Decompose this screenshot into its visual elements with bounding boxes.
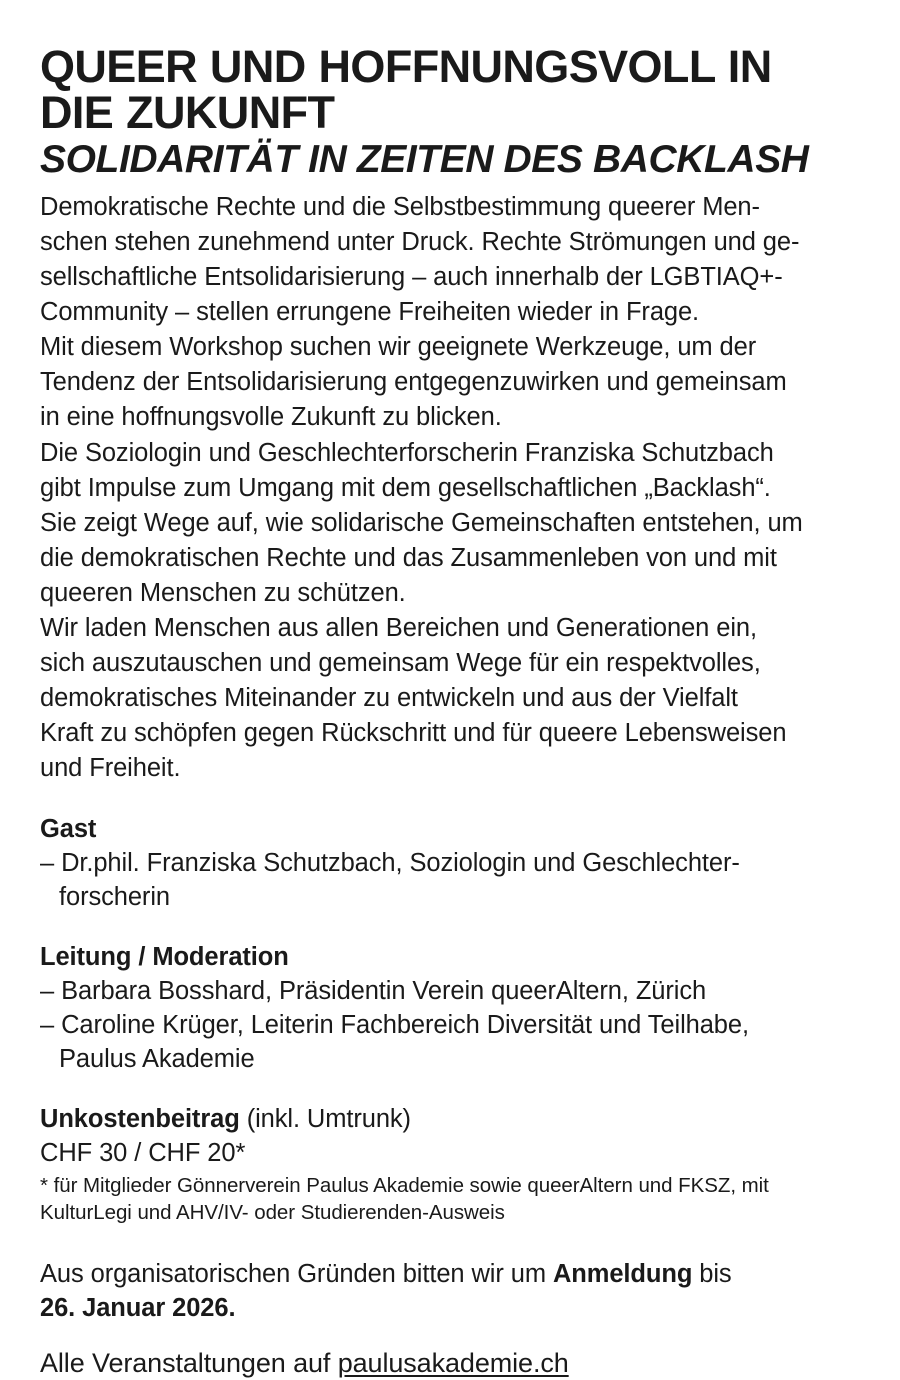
- guest-entry-continuation: forscherin: [59, 883, 170, 912]
- fee-price: CHF 30 / CHF 20*: [40, 1139, 246, 1168]
- registration-suffix: bis: [692, 1260, 732, 1289]
- page-title: [40, 41, 860, 138]
- moderation-entry: – Barbara Bosshard, Präsidentin Verein queerAltern, Zürich: [40, 977, 707, 1006]
- fee-footnote-line: KulturLegi und AHV/IV- oder Studierenden-Ausweis: [40, 1201, 505, 1225]
- guest-section: [40, 813, 860, 914]
- registration-note: [40, 1257, 860, 1325]
- body-line: sich auszutauschen und gemeinsam Wege für ein respektvolles,: [40, 649, 761, 678]
- body-line: und Freiheit.: [40, 754, 181, 783]
- fee-heading-note: (inkl. Umtrunk): [239, 1105, 411, 1134]
- body-line: Wir laden Menschen aus allen Bereichen und Generationen ein,: [40, 614, 757, 643]
- body-line: Demokratische Rechte und die Selbstbestimmung queerer Men-: [40, 192, 760, 221]
- moderation-section-heading: Leitung / Moderation: [40, 943, 289, 972]
- body-line: Die Soziologin und Geschlechterforscherin Franziska Schutzbach: [40, 438, 774, 467]
- fee-section: [40, 1103, 860, 1226]
- website-link[interactable]: paulusakademie.ch: [337, 1348, 569, 1379]
- moderation-entry-lead: – Caroline Krüger, Leiterin Fachbereich Diversität und Teilhabe,: [40, 1011, 749, 1040]
- guest-entry: [40, 846, 860, 914]
- registration-prefix: Aus organisatorischen Gründen bitten wir um: [40, 1260, 553, 1289]
- guest-section-heading: Gast: [40, 815, 97, 844]
- fee-section-heading: [40, 1103, 860, 1136]
- registration-line-1: [40, 1257, 860, 1291]
- registration-deadline-date: 26. Januar 2026.: [40, 1294, 236, 1323]
- body-line: Mit diesem Workshop suchen wir geeignete Werkzeuge, um der: [40, 333, 757, 362]
- page-subtitle: SOLIDARITÄT IN ZEITEN DES BACKLASH: [40, 137, 809, 181]
- body-line: gibt Impulse zum Umgang mit dem gesellschaftlichen „Backlash“.: [40, 473, 771, 502]
- body-line: die demokratischen Rechte und das Zusammenleben von und mit: [40, 543, 777, 572]
- all-events-prefix: Alle Veranstaltungen auf: [40, 1348, 338, 1379]
- body-line: in eine hoffnungsvolle Zukunft zu blicken.: [40, 403, 502, 432]
- title-line-2: DIE ZUKUNFT: [40, 86, 335, 138]
- fee-footnote-line: * für Mitglieder Gönnerverein Paulus Akademie sowie queerAltern und FKSZ, mit: [40, 1174, 769, 1198]
- guest-entry-lead: – Dr.phil. Franziska Schutzbach, Soziologin und Geschlechter-: [40, 849, 740, 878]
- body-line: demokratisches Miteinander zu entwickeln und aus der Vielfalt: [40, 684, 738, 713]
- title-line-1: QUEER UND HOFFNUNGSVOLL IN: [40, 41, 772, 92]
- registration-deadline: [40, 1291, 860, 1325]
- body-line: Kraft zu schöpfen gegen Rückschritt und für queere Lebensweisen: [40, 719, 787, 748]
- body-line: Tendenz der Entsolidarisierung entgegenzuwirken und gemeinsam: [40, 368, 787, 397]
- moderation-section: [40, 941, 860, 1076]
- body-line: sellschaftliche Entsolidarisierung – auch innerhalb der LGBTIAQ+-: [40, 263, 783, 292]
- registration-keyword: Anmeldung: [552, 1260, 693, 1289]
- body-line: queeren Menschen zu schützen.: [40, 578, 406, 607]
- all-events-line: [40, 1346, 860, 1380]
- body-line: Community – stellen errungene Freiheiten wieder in Frage.: [40, 298, 700, 327]
- body-line: Sie zeigt Wege auf, wie solidarische Gemeinschaften entstehen, um: [40, 508, 803, 537]
- fee-footnote: [40, 1172, 860, 1226]
- fee-heading-bold: Unkostenbeitrag: [40, 1105, 240, 1134]
- moderation-entry-continuation: Paulus Akademie: [59, 1045, 255, 1074]
- body-line: schen stehen zunehmend unter Druck. Rechte Strömungen und ge-: [40, 227, 800, 256]
- moderation-entry: [40, 1008, 860, 1076]
- title-block: [40, 41, 860, 181]
- body-copy: [40, 190, 860, 787]
